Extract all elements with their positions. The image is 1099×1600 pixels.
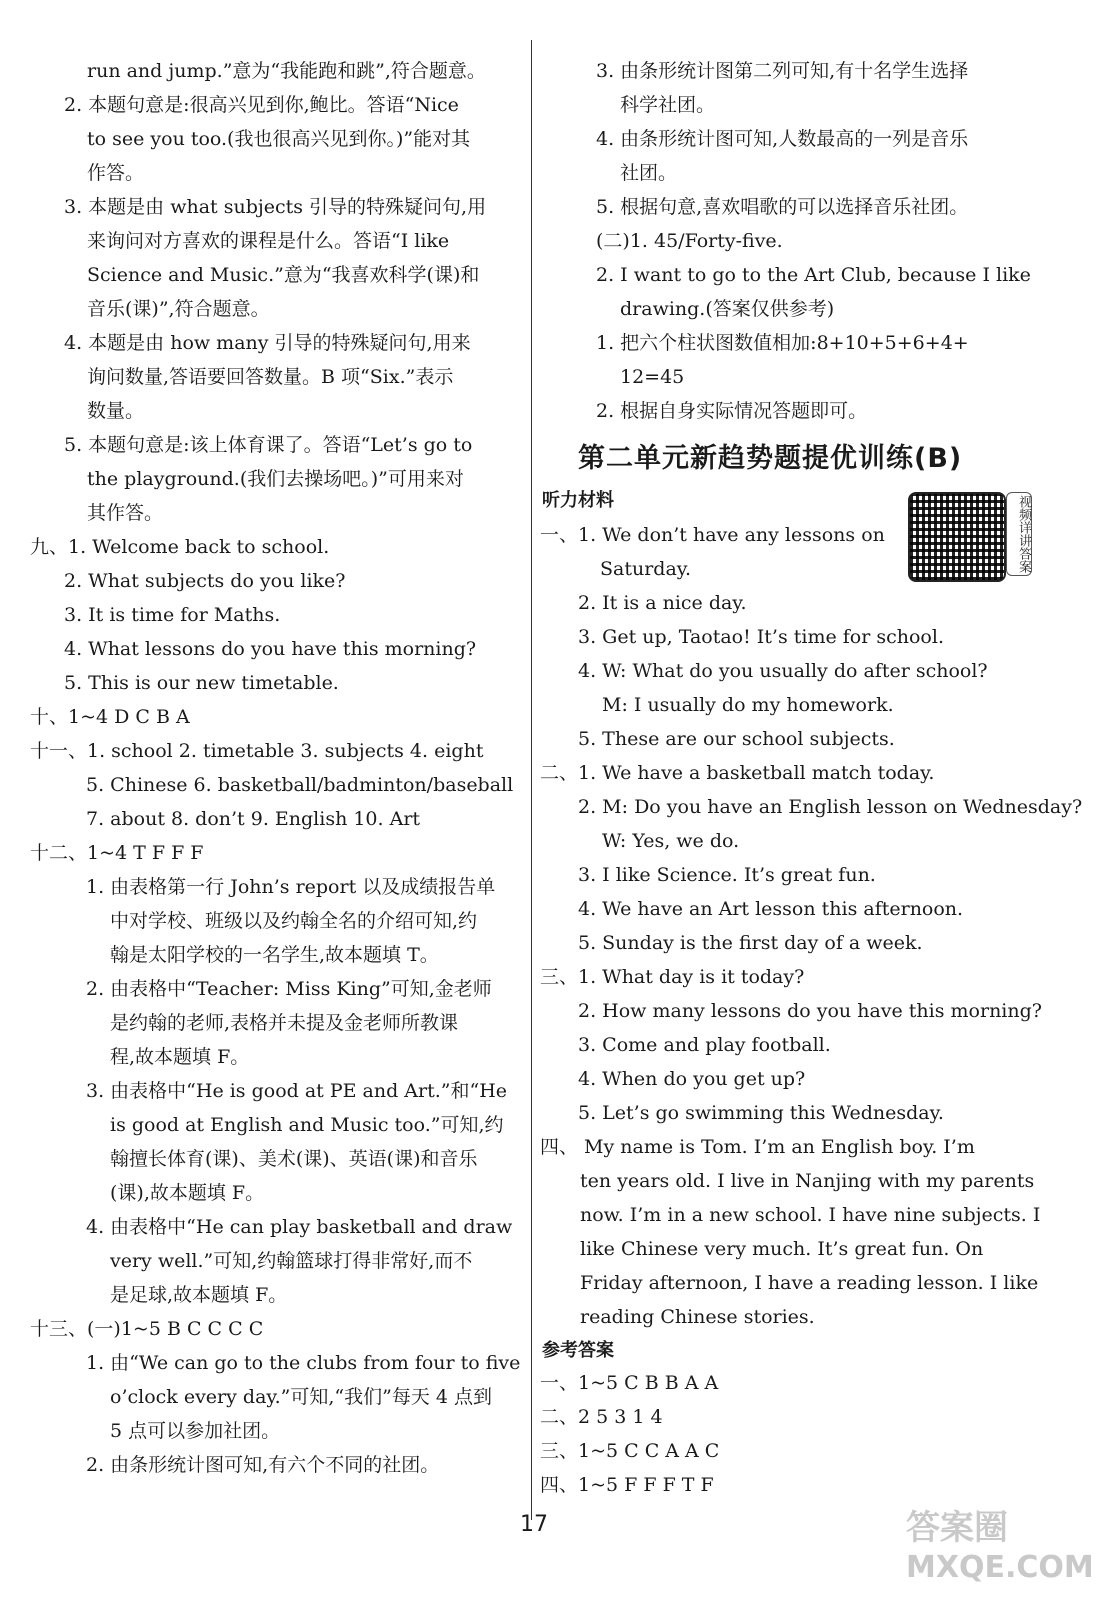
text-line: 中对学校、班级以及约翰全名的介绍可知,约 [110,910,478,932]
text-line: 2. I want to go to the Art Club, because I like [596,264,1031,286]
text-line: reading Chinese stories. [580,1306,815,1328]
qr-label: 视频详讲答案 [1006,492,1032,576]
text-line: 翰擅长体育(课)、美术(课)、英语(课)和音乐 [110,1148,478,1170]
text-line: 3. 本题是由 what subjects 引导的特殊疑问句,用 [64,196,487,218]
text-line: 3. Come and play football. [578,1034,831,1056]
text-line: 5. Sunday is the first day of a week. [578,932,923,954]
text-line: 5. These are our school subjects. [578,728,895,750]
text-line: 十三、(一)1~5 B C C C C [30,1318,264,1340]
text-line: 一、1~5 C B B A A [540,1372,719,1394]
watermark-logo: 答案圈 [906,1508,1008,1548]
text-line: 2. M: Do you have an English lesson on Wednesday? [578,796,1083,818]
text-line: 作答。 [87,162,145,184]
text-line: 4. 由条形统计图可知,人数最高的一列是音乐 [596,128,969,150]
text-line: run and jump.”意为“我能跑和跳”,符合题意。 [87,60,486,82]
text-line: 一、1. We don’t have any lessons on [540,524,885,546]
answers-header: 参考答案 [542,1340,614,1361]
text-line: 十、1~4 D C B A [30,706,190,728]
text-line: 5. This is our new timetable. [64,672,339,694]
text-line: 二、1. We have a basketball match today. [540,762,935,784]
text-line: 4. What lessons do you have this morning? [64,638,477,660]
text-line: W: Yes, we do. [602,830,740,852]
text-line: Friday afternoon, I have a reading lesson. I like [580,1272,1039,1294]
text-line: 5. 本题句意是:该上体育课了。答语“Let’s go to [64,434,473,456]
text-line: 12=45 [620,366,685,388]
text-line: 数量。 [87,400,145,422]
text-line: 3. Get up, Taotao! It’s time for school. [578,626,944,648]
text-line: 2. How many lessons do you have this morning? [578,1000,1042,1022]
text-line: 社团。 [620,162,678,184]
text-line: like Chinese very much. It’s great fun. On [580,1238,984,1260]
text-line: 5. Chinese 6. basketball/badminton/baseball [86,774,514,796]
qr-code-icon[interactable] [908,492,1006,582]
text-line: 1. 由表格第一行 John’s report 以及成绩报告单 [86,876,496,898]
text-line: 二、2 5 3 1 4 [540,1406,663,1428]
text-line: 2. What subjects do you like? [64,570,346,592]
text-line: 1. 由“We can go to the clubs from four to five [86,1352,521,1374]
column-divider [531,40,532,1520]
text-line: Science and Music.”意为“我喜欢科学(课)和 [87,264,480,286]
text-line: 4. We have an Art lesson this afternoon. [578,898,964,920]
text-line: 九、1. Welcome back to school. [30,536,330,558]
text-line: 4. 由表格中“He can play basketball and draw [86,1216,513,1238]
text-line: 科学社团。 [620,94,716,116]
text-line: 1. 把六个柱状图数值相加:8+10+5+6+4+ [596,332,969,354]
text-line: to see you too.(我也很高兴见到你。)”能对其 [87,128,471,150]
text-line: Saturday. [600,558,692,580]
text-line: 三、1. What day is it today? [540,966,805,988]
text-line: (二)1. 45/Forty-five. [596,230,783,252]
text-line: 四、1~5 F F F T F [540,1474,714,1496]
text-line: drawing.(答案仅供参考) [620,298,835,320]
text-line: 程,故本题填 F。 [110,1046,250,1068]
text-line: now. I’m in a new school. I have nine subjects. I [580,1204,1041,1226]
text-line: 十一、1. school 2. timetable 3. subjects 4. eight [30,740,484,762]
text-line: the playground.(我们去操场吧。)”可用来对 [87,468,464,490]
text-line: 2. 由表格中“Teacher: Miss King”可知,金老师 [86,978,492,1000]
text-line: M: I usually do my homework. [602,694,894,716]
text-line: 翰是太阳学校的一名学生,故本题填 T。 [110,944,439,966]
section-title: 第二单元新趋势题提优训练(B) [578,443,963,474]
text-line: 其作答。 [87,502,164,524]
text-line: 是足球,故本题填 F。 [110,1284,288,1306]
text-line: 是约翰的老师,表格并未提及金老师所教课 [110,1012,459,1034]
text-line: 2. 根据自身实际情况答题即可。 [596,400,868,422]
text-line: 5. 根据句意,喜欢唱歌的可以选择音乐社团。 [596,196,969,218]
page-number: 17 [520,1512,548,1537]
text-line: 4. When do you get up? [578,1068,806,1090]
text-line: o’clock every day.”可知,“我们”每天 4 点到 [110,1386,492,1408]
text-line: 音乐(课)”,符合题意。 [87,298,270,320]
text-line: 来询问对方喜欢的课程是什么。答语“I like [87,230,450,252]
text-line: 4. 本题是由 how many 引导的特殊疑问句,用来 [64,332,471,354]
text-line: ten years old. I live in Nanjing with my parents [580,1170,1035,1192]
watermark-url: MXQE.COM [906,1550,1094,1585]
text-line: 5. Let’s go swimming this Wednesday. [578,1102,944,1124]
text-line: 3. I like Science. It’s great fun. [578,864,876,886]
text-line: (课),故本题填 F。 [110,1182,265,1204]
text-line: 2. It is a nice day. [578,592,747,614]
text-line: 询问数量,答语要回答数量。B 项“Six.”表示 [87,366,454,388]
text-line: 7. about 8. don’t 9. English 10. Art [86,808,421,830]
text-line: 十二、1~4 T F F F [30,842,204,864]
text-line: 3. 由表格中“He is good at PE and Art.”和“He [86,1080,508,1102]
text-line: 3. It is time for Maths. [64,604,281,626]
listening-header: 听力材料 [542,490,614,511]
text-line: 四、 My name is Tom. I’m an English boy. I’m [540,1136,975,1158]
text-line: 2. 本题句意是:很高兴见到你,鲍比。答语“Nice [64,94,459,116]
text-line: 3. 由条形统计图第二列可知,有十名学生选择 [596,60,969,82]
text-line: 2. 由条形统计图可知,有六个不同的社团。 [86,1454,440,1476]
text-line: 4. W: What do you usually do after school? [578,660,988,682]
text-line: 5 点可以参加社团。 [110,1420,281,1442]
text-line: 三、1~5 C C A A C [540,1440,720,1462]
text-line: very well.”可知,约翰篮球打得非常好,而不 [110,1250,473,1272]
text-line: is good at English and Music too.”可知,约 [110,1114,504,1136]
